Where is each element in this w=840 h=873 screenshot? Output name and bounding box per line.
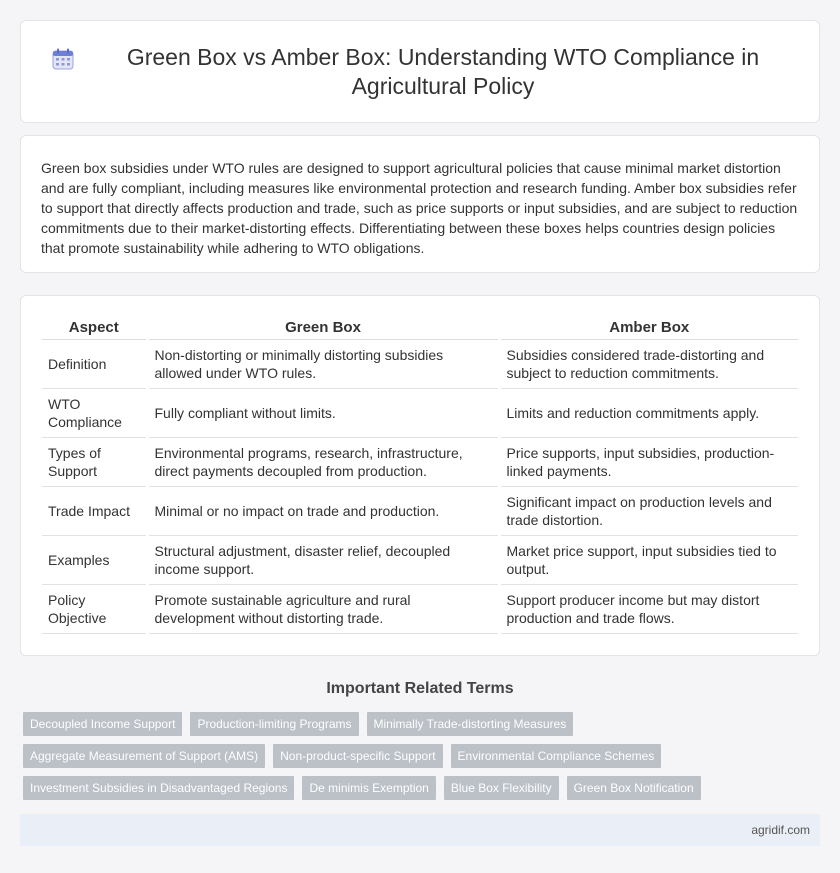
intro-card xyxy=(20,135,820,273)
related-term-tag[interactable]: Aggregate Measurement of Support (AMS) xyxy=(23,744,265,768)
footer xyxy=(20,814,820,846)
row-green: Environmental programs, research, infrastructure, direct payments decoupled from production. xyxy=(147,438,499,487)
row-amber: Price supports, input subsidies, production-linked payments. xyxy=(499,438,798,487)
comparison-table-card xyxy=(20,295,820,656)
row-green: Fully compliant without limits. xyxy=(147,389,499,438)
calendar-icon xyxy=(51,47,75,71)
related-term-tag[interactable]: De minimis Exemption xyxy=(302,776,435,800)
header-card xyxy=(20,20,820,123)
footer-site-link[interactable]: agridif.com xyxy=(751,823,810,837)
header-aspect: Aspect xyxy=(42,316,147,340)
row-green: Minimal or no impact on trade and production. xyxy=(147,487,499,536)
row-aspect: Definition xyxy=(42,340,147,389)
row-aspect: Types of Support xyxy=(42,438,147,487)
table-row xyxy=(42,389,798,438)
related-term-tag[interactable]: Production-limiting Programs xyxy=(190,712,358,736)
table-row xyxy=(42,585,798,634)
related-term-tag[interactable]: Blue Box Flexibility xyxy=(444,776,559,800)
related-terms-title: Important Related Terms xyxy=(326,680,514,697)
header-amber-box: Amber Box xyxy=(499,316,798,340)
row-amber: Market price support, input subsidies tied to output. xyxy=(499,536,798,585)
related-term-tag[interactable]: Non-product-specific Support xyxy=(273,744,442,768)
row-amber: Limits and reduction commitments apply. xyxy=(499,389,798,438)
row-amber: Support producer income but may distort production and trade flows. xyxy=(499,585,798,634)
table-row xyxy=(42,438,798,487)
table-header-row xyxy=(42,316,798,340)
page-title: Green Box vs Amber Box: Understanding WTO Compliance in Agricultural Policy xyxy=(126,43,760,99)
table-row xyxy=(42,340,798,389)
header-green-box: Green Box xyxy=(147,316,499,340)
comparison-table xyxy=(42,316,798,634)
row-green: Structural adjustment, disaster relief, decoupled income support. xyxy=(147,536,499,585)
related-terms-tags xyxy=(20,712,820,800)
intro-text: Green box subsidies under WTO rules are designed to support agricultural policies that cause minimal market distortion and are fully compliant, including measures like environmental protection and research funding. Amber box subsidies refer to support that directly affects production and trade, such as price supports or input subsidies, and are subject to reduction commitments due to their market-distorting effects. Differentiating between these boxes helps countries design policies that promote sustainability while adhering to WTO obligations. xyxy=(41,160,798,256)
related-term-tag[interactable]: Environmental Compliance Schemes xyxy=(451,744,662,768)
row-amber: Subsidies considered trade-distorting and subject to reduction commitments. xyxy=(499,340,798,389)
related-term-tag[interactable]: Green Box Notification xyxy=(567,776,701,800)
row-aspect: Trade Impact xyxy=(42,487,147,536)
row-aspect: WTO Compliance xyxy=(42,389,147,438)
row-green: Non-distorting or minimally distorting subsidies allowed under WTO rules. xyxy=(147,340,499,389)
row-green: Promote sustainable agriculture and rural development without distorting trade. xyxy=(147,585,499,634)
related-term-tag[interactable]: Decoupled Income Support xyxy=(23,712,182,736)
related-term-tag[interactable]: Investment Subsidies in Disadvantaged Regions xyxy=(23,776,294,800)
header-inner xyxy=(51,43,789,101)
related-term-tag[interactable]: Minimally Trade-distorting Measures xyxy=(367,712,574,736)
row-aspect: Examples xyxy=(42,536,147,585)
row-aspect: Policy Objective xyxy=(42,585,147,634)
table-row xyxy=(42,487,798,536)
table-row xyxy=(42,536,798,585)
row-amber: Significant impact on production levels and trade distortion. xyxy=(499,487,798,536)
